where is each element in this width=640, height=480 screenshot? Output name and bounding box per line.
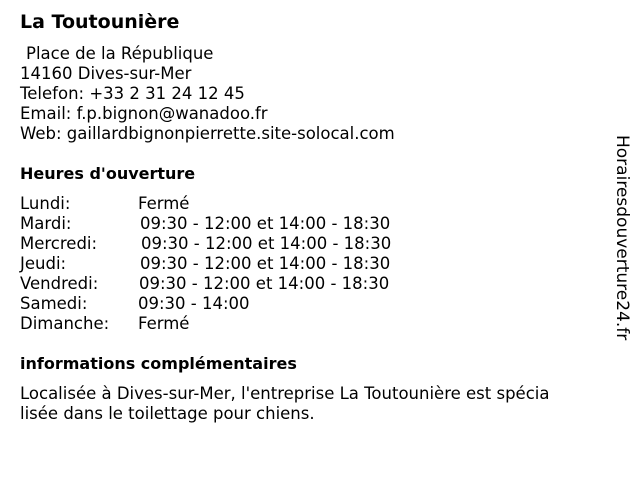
address-city: 14160 Dives-sur-Mer	[20, 64, 192, 83]
day-hours: Fermé	[138, 314, 190, 333]
day-label: Mardi:	[20, 214, 72, 233]
day-hours: 09:30 - 12:00 et 14:00 - 18:30	[139, 274, 390, 293]
business-name: La Toutounière	[20, 11, 180, 33]
description-line: lisée dans le toilettage pour chiens.	[20, 404, 315, 423]
contact-block	[20, 44, 395, 144]
address-street: Place de la République	[26, 44, 214, 63]
day-hours: Fermé	[138, 194, 190, 213]
phone-line: Telefon: +33 2 31 24 12 45	[20, 84, 245, 103]
description-line: Localisée à Dives-sur-Mer, l'entreprise La Toutounière est spécia	[20, 384, 550, 403]
day-label: Samedi:	[20, 294, 88, 313]
info-heading: informations complémentaires	[20, 354, 297, 373]
day-hours: 09:30 - 12:00 et 14:00 - 18:30	[140, 214, 391, 233]
day-label: Vendredi:	[20, 274, 99, 293]
day-label: Dimanche:	[20, 314, 110, 333]
day-label: Lundi:	[20, 194, 71, 213]
day-label: Jeudi:	[20, 254, 67, 273]
day-hours: 09:30 - 12:00 et 14:00 - 18:30	[141, 234, 392, 253]
site-watermark: Horairesdouverture24.fr	[612, 135, 632, 341]
email-line: Email: f.p.bignon@wanadoo.fr	[20, 104, 268, 123]
hours-heading: Heures d'ouverture	[20, 164, 196, 183]
day-label: Mercredi:	[20, 234, 98, 253]
day-hours: 09:30 - 12:00 et 14:00 - 18:30	[140, 254, 391, 273]
web-line: Web: gaillardbignonpierrette.site-solocal.com	[20, 124, 395, 143]
business-description	[20, 384, 600, 424]
day-hours: 09:30 - 14:00	[138, 294, 250, 313]
